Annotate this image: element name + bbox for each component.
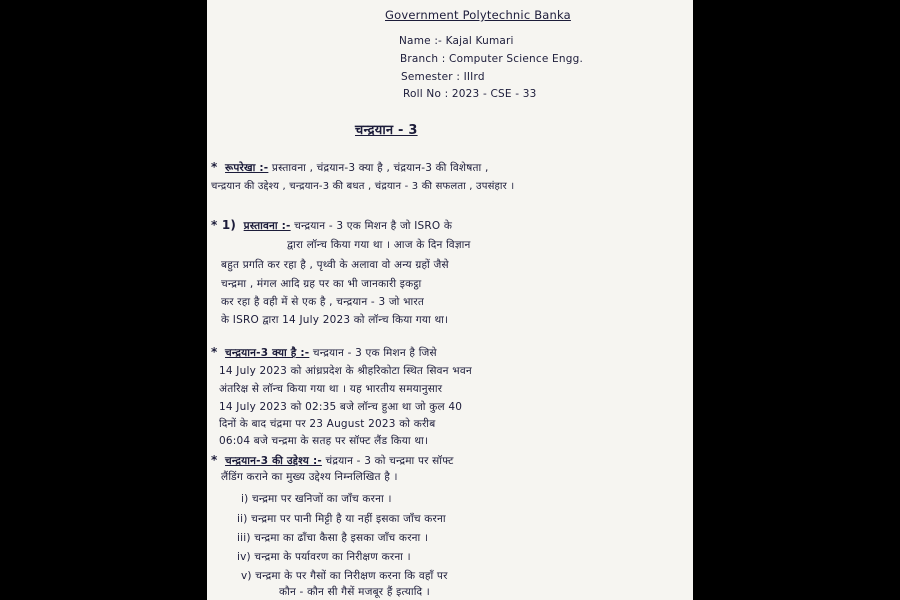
what-label: चन्द्रयान-3 क्या है :- bbox=[225, 347, 310, 359]
what-line-1 bbox=[211, 345, 437, 360]
what-text-0: चन्द्रयान - 3 एक मिशन है जिसे bbox=[312, 347, 437, 359]
notebook-page bbox=[207, 0, 693, 600]
objective-text-1: लैंडिंग कराने का मुख्य उद्देश्य निम्नलिखित है । bbox=[221, 471, 398, 483]
intro-line-1 bbox=[211, 218, 452, 233]
student-semester: Semester : IIIrd bbox=[401, 71, 485, 83]
objective-line-1 bbox=[211, 453, 454, 468]
what-text-4: दिनों के बाद चंद्रमा पर 23 August 2023 को करीब bbox=[219, 418, 436, 430]
objective-item-text: चन्द्रमा का ढाँचा कैसा है इसका जाँच करना । bbox=[254, 532, 429, 544]
outline-marker: * bbox=[211, 160, 218, 174]
student-roll: Roll No : 2023 - CSE - 33 bbox=[403, 88, 537, 100]
outline-line-1 bbox=[211, 160, 488, 175]
objective-item-num: ii) bbox=[237, 513, 248, 525]
objective-item bbox=[237, 550, 411, 564]
objective-item-num: iii) bbox=[237, 532, 251, 544]
objective-item-text: चन्द्रमा के पर गैसों का निरीक्षण करना कि वहाँ पर bbox=[255, 570, 448, 582]
what-text-3: 14 July 2023 को 02:35 बजे लॉन्च हुआ था जो कुल 40 bbox=[219, 401, 463, 413]
objective-marker: * bbox=[211, 453, 218, 467]
intro-text-5: के ISRO द्वारा 14 July 2023 को लॉन्च किया गया था। bbox=[221, 314, 449, 326]
objective-text-0: चंद्रयान - 3 को चन्द्रमा पर सॉफ्ट bbox=[325, 455, 454, 467]
objective-item bbox=[237, 512, 446, 526]
intro-text-3: चन्द्रमा , मंगल आदि ग्रह पर का भी जानकारी इकट्ठा bbox=[221, 278, 422, 290]
what-text-5: 06:04 बजे चन्द्रमा के सतह पर सॉफ्ट लैंड किया था। bbox=[219, 435, 429, 447]
objective-item bbox=[237, 531, 428, 545]
objective-label: चन्द्रयान-3 की उद्देश्य :- bbox=[225, 455, 322, 467]
objective-item-text: चन्द्रमा पर खनिजों का जाँच करना । bbox=[251, 493, 392, 505]
objective-item-text: कौन - कौन सी गैसें मजबूर हैं इत्यादि । bbox=[279, 586, 430, 598]
intro-text-1: द्वारा लॉन्च किया गया था । आज के दिन विज्ञान bbox=[287, 239, 471, 251]
intro-text-4: कर रहा है वही में से एक है , चन्द्रयान - 3 जो भारत bbox=[221, 296, 425, 308]
outline-label: रूपरेखा :- bbox=[225, 162, 269, 174]
objective-item-num: iv) bbox=[237, 551, 251, 563]
intro-text-2: बहुत प्रगति कर रहा है , पृथ्वी के अलावा वो अन्य ग्रहों जैसे bbox=[221, 259, 449, 271]
objective-item-num: v) bbox=[241, 570, 252, 582]
objective-item-continuation bbox=[279, 585, 430, 599]
intro-marker: * 1) bbox=[211, 218, 237, 232]
intro-label: प्रस्तावना :- bbox=[243, 220, 291, 232]
objective-item-num: i) bbox=[241, 493, 249, 505]
student-name: Name :- Kajal Kumari bbox=[399, 35, 514, 47]
page-title: चन्द्रयान - 3 bbox=[355, 123, 418, 138]
student-branch: Branch : Computer Science Engg. bbox=[400, 53, 583, 65]
what-marker: * bbox=[211, 345, 218, 359]
intro-text-0: चन्द्रयान - 3 एक मिशन है जो ISRO के bbox=[294, 220, 453, 232]
outline-line-2: चन्द्रयान की उद्देश्य , चन्द्रयान-3 की बधत , चंद्रयान - 3 की सफलता , उपसंहार । bbox=[211, 181, 515, 192]
objective-item-text: चन्द्रमा पर पानी मिट्टी है या नहीं इसका जाँच करना bbox=[251, 513, 446, 525]
objective-item bbox=[241, 569, 448, 583]
institute-name: Government Polytechnic Banka bbox=[385, 8, 571, 22]
what-text-1: 14 July 2023 को आंध्रप्रदेश के श्रीहरिकोटा स्थित सिवन भवन bbox=[219, 365, 472, 377]
objective-item bbox=[241, 492, 392, 506]
what-text-2: अंतरिक्ष से लॉन्च किया गया था । यह भारतीय समयानुसार bbox=[219, 383, 443, 395]
objective-item-text: चन्द्रमा के पर्यावरण का निरीक्षण करना । bbox=[254, 551, 411, 563]
outline-text-1: प्रस्तावना , चंद्रयान-3 क्या है , चंद्रयान-3 की विशेषता , bbox=[271, 162, 489, 174]
